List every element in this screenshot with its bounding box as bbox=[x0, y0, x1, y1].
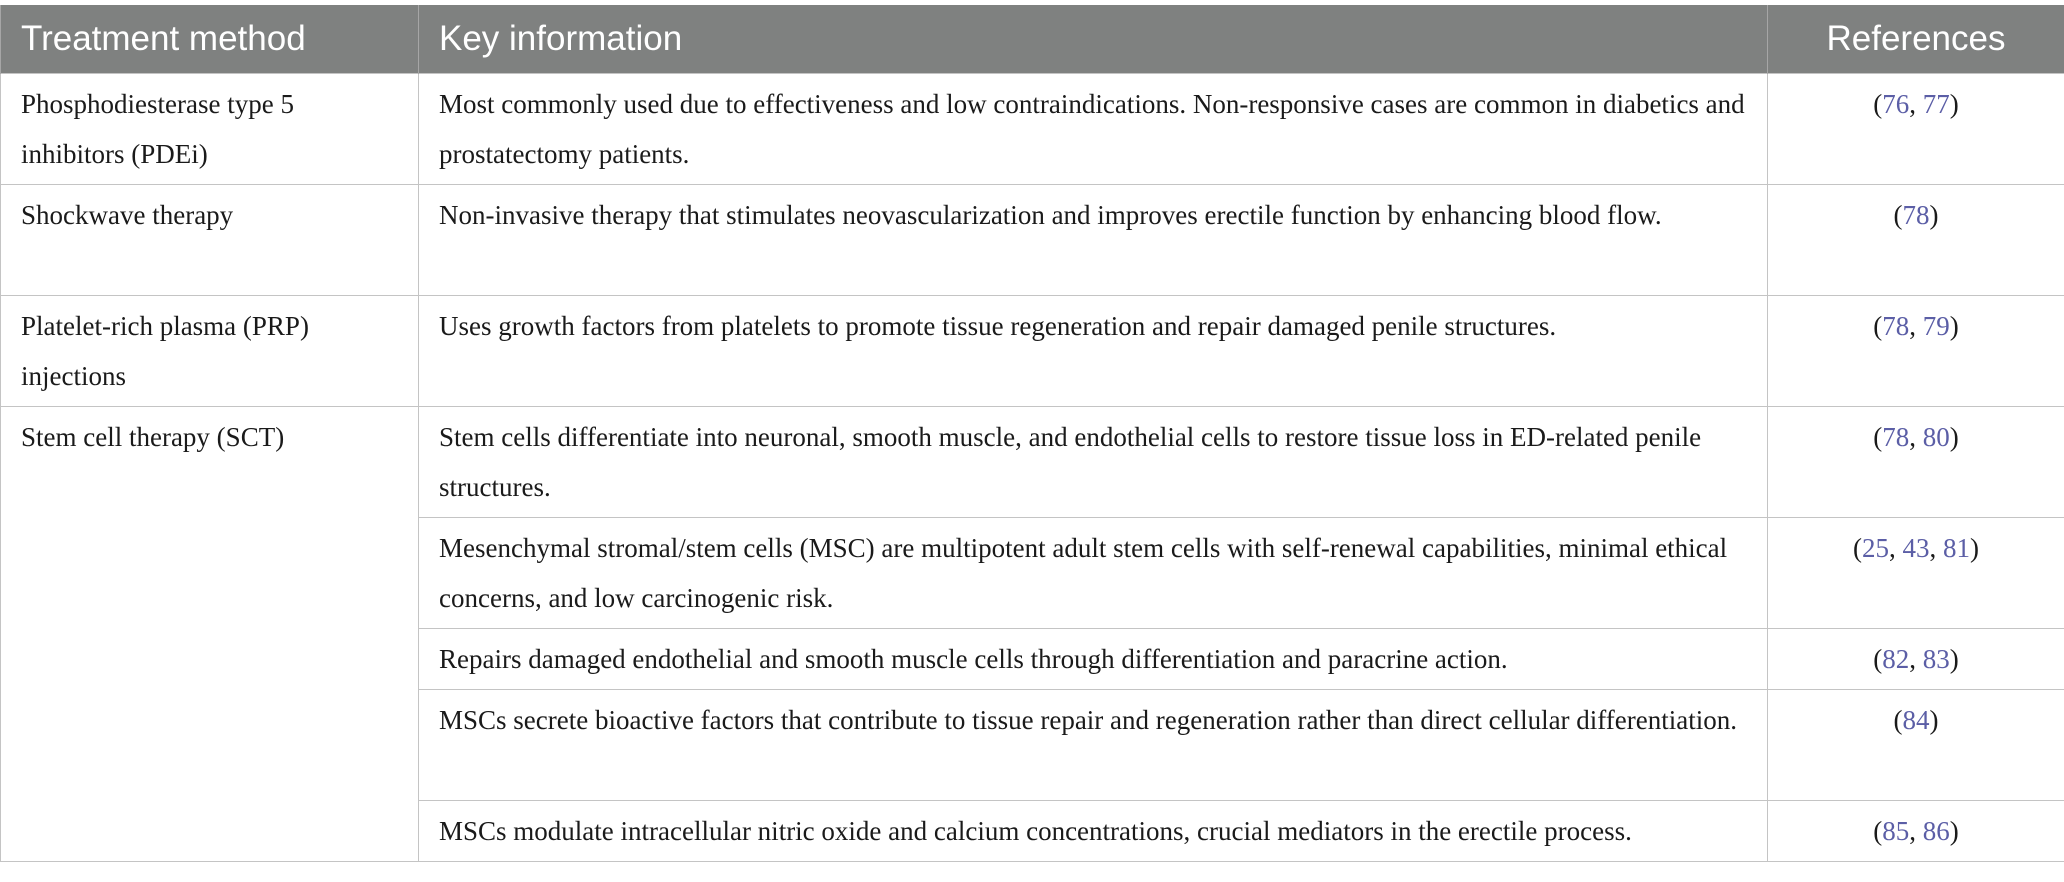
reference-link[interactable]: 86 bbox=[1922, 815, 1950, 846]
references-cell: (82, 83) bbox=[1768, 628, 2064, 689]
references-cell: (85, 86) bbox=[1768, 800, 2064, 861]
treatment-cell: Stem cell therapy (SCT) bbox=[1, 406, 419, 861]
header-key-information: Key information bbox=[419, 5, 1768, 73]
reference-link[interactable]: 78 bbox=[1902, 199, 1930, 230]
key-info-cell: Uses growth factors from platelets to promote tissue regeneration and repair damaged penile structures. bbox=[419, 295, 1768, 406]
reference-link[interactable]: 84 bbox=[1902, 704, 1930, 735]
table-row bbox=[1, 73, 2064, 184]
treatment-table-container bbox=[0, 5, 2064, 862]
references-cell: (25, 43, 81) bbox=[1768, 517, 2064, 628]
reference-link[interactable]: 76 bbox=[1882, 88, 1910, 119]
key-info-cell: Most commonly used due to effectiveness and low contraindications. Non-responsive cases are common in diabetics and prostatectomy patients. bbox=[419, 73, 1768, 184]
header-row bbox=[1, 5, 2064, 73]
key-info-cell: Stem cells differentiate into neuronal, smooth muscle, and endothelial cells to restore tissue loss in ED-related penile structures. bbox=[419, 406, 1768, 517]
key-info-cell: Non-invasive therapy that stimulates neovascularization and improves erectile function by enhancing blood flow. bbox=[419, 184, 1768, 295]
references-cell: (78, 79) bbox=[1768, 295, 2064, 406]
reference-link[interactable]: 80 bbox=[1922, 421, 1950, 452]
treatment-table bbox=[0, 5, 2064, 862]
header-references: References bbox=[1768, 5, 2064, 73]
table-row bbox=[1, 295, 2064, 406]
reference-link[interactable]: 77 bbox=[1922, 88, 1950, 119]
reference-link[interactable]: 43 bbox=[1902, 532, 1930, 563]
reference-link[interactable]: 85 bbox=[1882, 815, 1910, 846]
treatment-cell: Shockwave therapy bbox=[1, 184, 419, 295]
header-treatment-method: Treatment method bbox=[1, 5, 419, 73]
key-info-cell: Repairs damaged endothelial and smooth muscle cells through differentiation and paracrine action. bbox=[419, 628, 1768, 689]
treatment-cell: Phosphodiesterase type 5 inhibitors (PDEi) bbox=[1, 73, 419, 184]
treatment-cell: Platelet-rich plasma (PRP) injections bbox=[1, 295, 419, 406]
table-row bbox=[1, 184, 2064, 295]
key-info-cell: Mesenchymal stromal/stem cells (MSC) are multipotent adult stem cells with self-renewal capabilities, minimal ethical concerns, and low carcinogenic risk. bbox=[419, 517, 1768, 628]
key-info-cell: MSCs secrete bioactive factors that contribute to tissue repair and regeneration rather than direct cellular differentiation. bbox=[419, 689, 1768, 800]
reference-link[interactable]: 25 bbox=[1862, 532, 1889, 563]
references-cell: (84) bbox=[1768, 689, 2064, 800]
reference-link[interactable]: 78 bbox=[1882, 310, 1910, 341]
reference-link[interactable]: 83 bbox=[1922, 643, 1950, 674]
references-cell: (76, 77) bbox=[1768, 73, 2064, 184]
references-cell: (78, 80) bbox=[1768, 406, 2064, 517]
references-cell: (78) bbox=[1768, 184, 2064, 295]
reference-link[interactable]: 81 bbox=[1943, 532, 1970, 563]
table-row bbox=[1, 406, 2064, 517]
reference-link[interactable]: 82 bbox=[1882, 643, 1910, 674]
key-info-cell: MSCs modulate intracellular nitric oxide and calcium concentrations, crucial mediators in the erectile process. bbox=[419, 800, 1768, 861]
reference-link[interactable]: 79 bbox=[1922, 310, 1950, 341]
reference-link[interactable]: 78 bbox=[1882, 421, 1910, 452]
